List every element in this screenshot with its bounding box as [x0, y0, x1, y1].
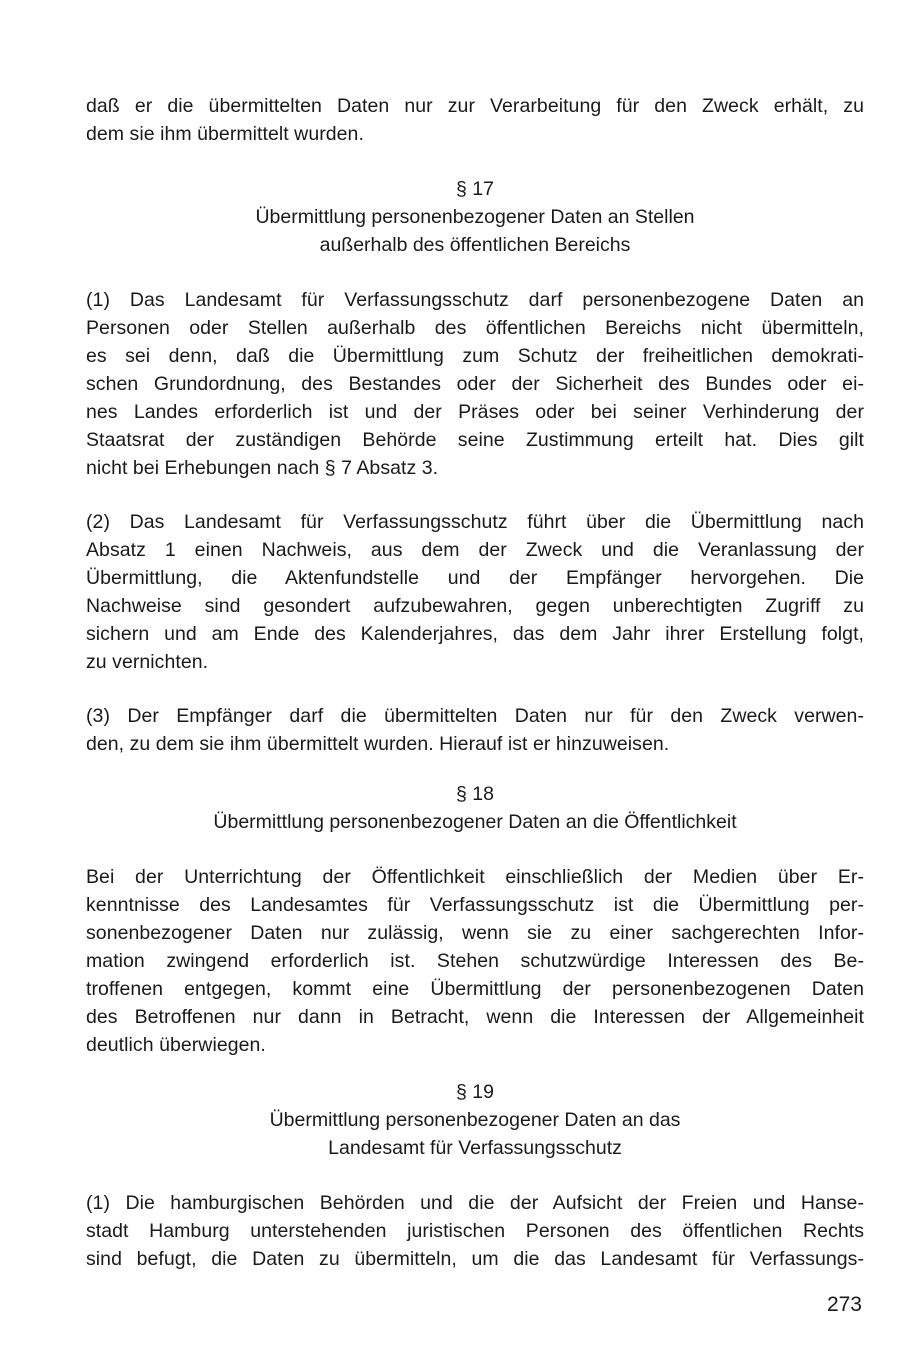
section-18-heading [86, 780, 864, 836]
paragraph-line: Staatsrat der zuständigen Behörde seine Zustimmung erteilt hat. Dies gilt [86, 429, 864, 451]
paragraph-line: (2) Das Landesamt für Verfassungsschutz führt über die Übermittlung nach [86, 511, 864, 533]
intro-paragraph [86, 92, 864, 148]
paragraph-line: stadt Hamburg unterstehenden juristischen Personen des öffentlichen Rechts [86, 1220, 864, 1242]
paragraph-line: Personen oder Stellen außerhalb des öffentlichen Bereichs nicht übermitteln, [86, 317, 864, 339]
paragraph-line: (1) Das Landesamt für Verfassungsschutz darf personenbezogene Daten an [86, 289, 864, 311]
page-number: 273 [826, 1293, 862, 1316]
section-number: § 18 [456, 783, 494, 805]
paragraph-line: sind befugt, die Daten zu übermitteln, um die das Landesamt für Verfassungs- [86, 1248, 864, 1270]
section-19-heading [86, 1078, 864, 1162]
section-17-paragraph-3 [86, 702, 864, 758]
paragraph-line: dem sie ihm übermittelt wurden. [86, 123, 364, 145]
section-number: § 19 [456, 1081, 494, 1103]
paragraph-line: troffenen entgegen, kommt eine Übermittlung der personenbezogenen Daten [86, 978, 864, 1000]
section-title-line: außerhalb des öffentlichen Bereichs [319, 234, 631, 256]
section-number: § 17 [456, 178, 494, 200]
paragraph-line: deutlich überwiegen. [86, 1034, 266, 1056]
section-title-line: Übermittlung personenbezogener Daten an Stellen [255, 206, 695, 228]
paragraph-line: Übermittlung, die Aktenfundstelle und der Empfänger hervorgehen. Die [86, 567, 864, 589]
section-18-paragraph [86, 863, 864, 1059]
section-17-heading [86, 175, 864, 259]
paragraph-line: es sei denn, daß die Übermittlung zum Schutz der freiheitlichen demokrati- [86, 345, 864, 367]
section-17-paragraph-2 [86, 508, 864, 676]
paragraph-line: (1) Die hamburgischen Behörden und die der Aufsicht der Freien und Hanse- [86, 1192, 864, 1214]
paragraph-line: mation zwingend erforderlich ist. Stehen schutzwürdige Interessen des Be- [86, 950, 864, 972]
paragraph-line: (3) Der Empfänger darf die übermittelten Daten nur für den Zweck verwen- [86, 705, 864, 727]
paragraph-line: sonenbezogener Daten nur zulässig, wenn sie zu einer sachgerechten Infor- [86, 922, 864, 944]
paragraph-line: Absatz 1 einen Nachweis, aus dem der Zweck und die Veranlassung der [86, 539, 864, 561]
section-title-line: Landesamt für Verfassungsschutz [328, 1137, 622, 1159]
section-title-line: Übermittlung personenbezogener Daten an das [269, 1109, 681, 1131]
paragraph-line: nicht bei Erhebungen nach § 7 Absatz 3. [86, 457, 439, 479]
paragraph-line: zu vernichten. [86, 651, 209, 673]
paragraph-line: daß er die übermittelten Daten nur zur Verarbeitung für den Zweck erhält, zu [86, 95, 864, 117]
paragraph-line: des Betroffenen nur dann in Betracht, wenn die Interessen der Allgemeinheit [86, 1006, 864, 1028]
paragraph-line: Nachweise sind gesondert aufzubewahren, gegen unberechtigten Zugriff zu [86, 595, 864, 617]
paragraph-line: sichern und am Ende des Kalenderjahres, das dem Jahr ihrer Erstellung folgt, [86, 623, 864, 645]
paragraph-line: den, zu dem sie ihm übermittelt wurden. Hierauf ist er hinzuweisen. [86, 733, 670, 755]
section-19-paragraph-1 [86, 1189, 864, 1273]
paragraph-line: kenntnisse des Landesamtes für Verfassungsschutz ist die Übermittlung per- [86, 894, 864, 916]
section-title-line: Übermittlung personenbezogener Daten an die Öffentlichkeit [213, 811, 737, 833]
paragraph-line: nes Landes erforderlich ist und der Präses oder bei seiner Verhinderung der [86, 401, 864, 423]
paragraph-line: schen Grundordnung, des Bestandes oder der Sicherheit des Bundes oder ei- [86, 373, 864, 395]
section-17-paragraph-1 [86, 286, 864, 482]
paragraph-line: Bei der Unterrichtung der Öffentlichkeit einschließlich der Medien über Er- [86, 866, 864, 888]
